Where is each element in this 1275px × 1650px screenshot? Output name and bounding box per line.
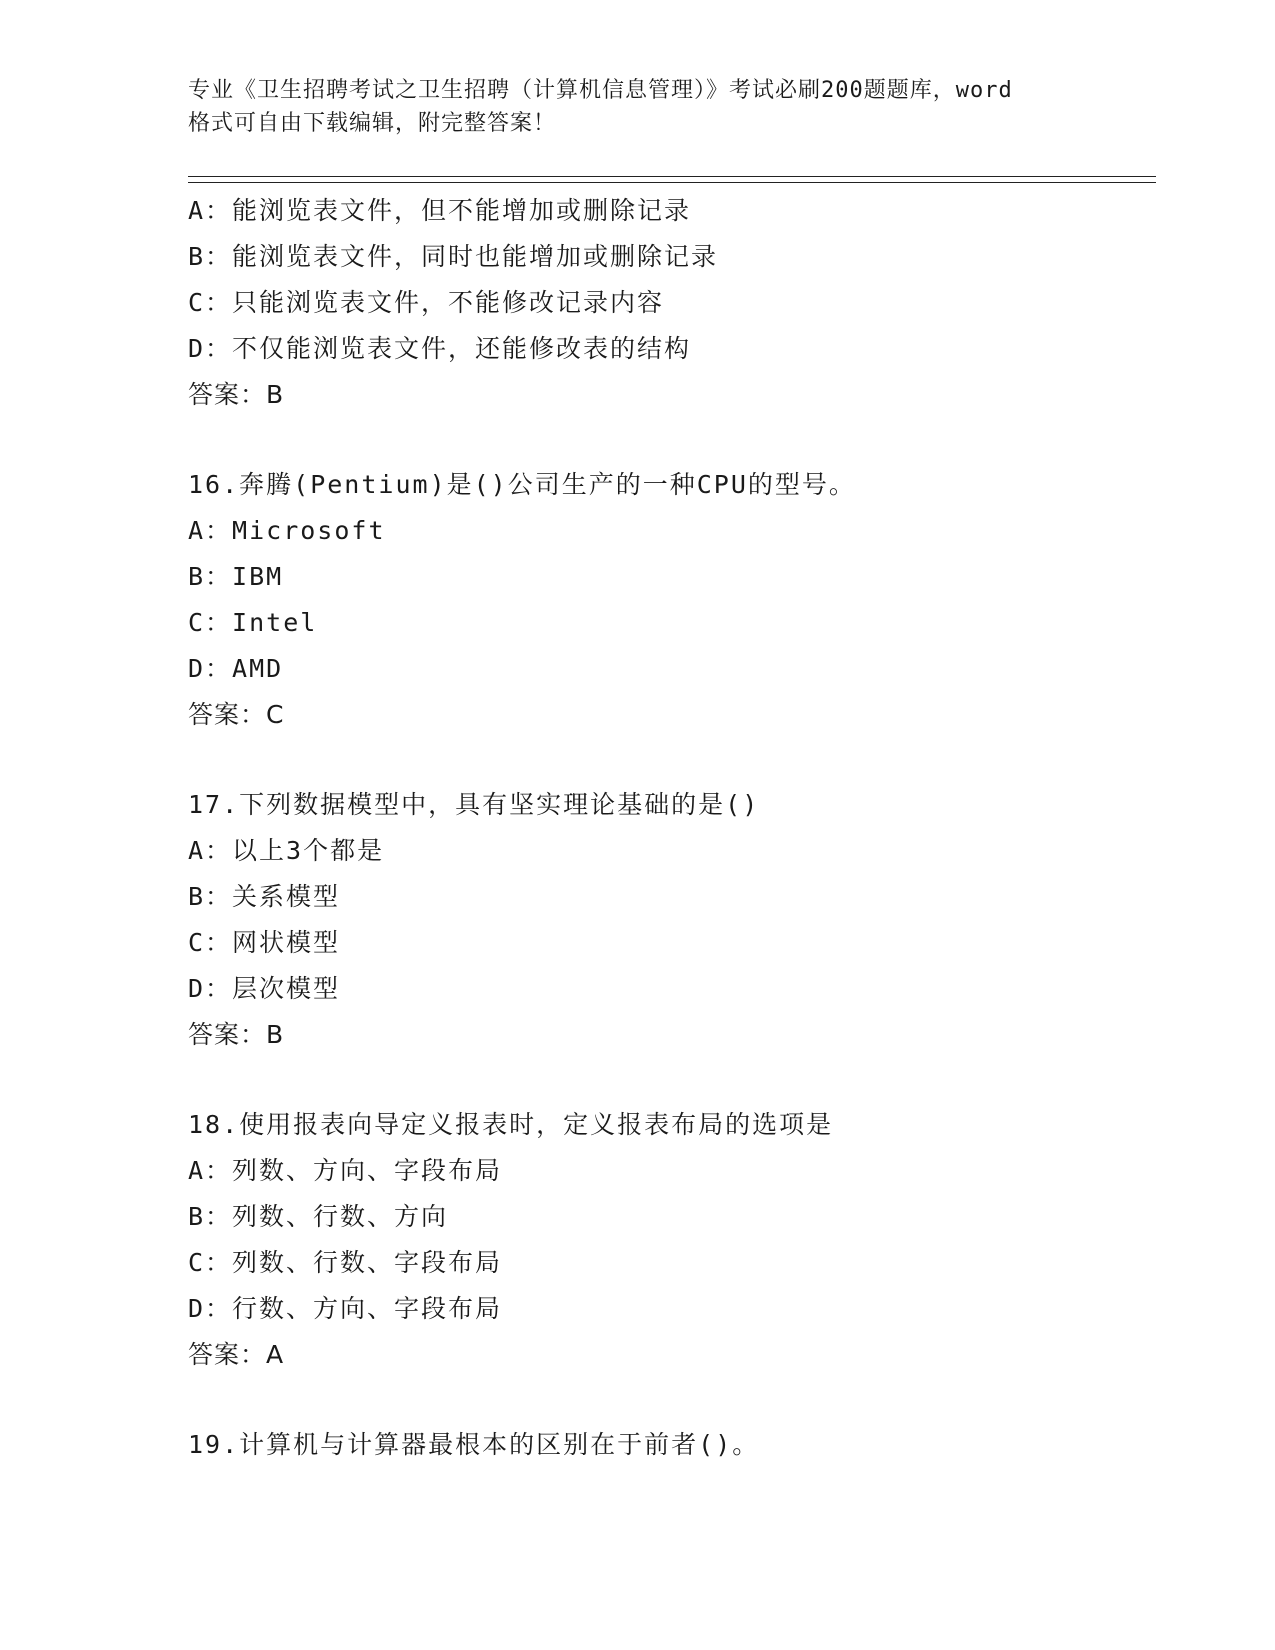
answer-line: 答案：A — [188, 1340, 285, 1369]
question-block-17 — [188, 782, 1148, 1058]
option-b: B：能浏览表文件，同时也能增加或删除记录 — [188, 242, 719, 271]
answer-line: 答案：B — [188, 380, 285, 409]
spacer — [188, 738, 1148, 782]
header-line-2: 格式可自由下载编辑，附完整答案！ — [188, 111, 557, 136]
question-stem: 19.计算机与计算器最根本的区别在于前者()。 — [188, 1430, 760, 1459]
answer-line: 答案：B — [188, 1020, 285, 1049]
option-b: B：关系模型 — [188, 882, 341, 911]
option-d: D：AMD — [188, 654, 284, 683]
option-c: C：只能浏览表文件，不能修改记录内容 — [188, 288, 665, 317]
option-b: B：IBM — [188, 562, 284, 591]
header-line-1: 专业《卫生招聘考试之卫生招聘（计算机信息管理）》考试必刷200题题库，word — [188, 78, 1013, 103]
option-b: B：列数、行数、方向 — [188, 1202, 449, 1231]
option-d: D：行数、方向、字段布局 — [188, 1294, 503, 1323]
question-block-18 — [188, 1102, 1148, 1378]
option-c: C：Intel — [188, 608, 318, 637]
question-stem: 17.下列数据模型中，具有坚实理论基础的是() — [188, 790, 760, 819]
question-block-19 — [188, 1422, 1148, 1468]
header-divider-bottom — [188, 182, 1156, 183]
question-block-16 — [188, 462, 1148, 738]
spacer — [188, 418, 1148, 462]
document-header — [188, 74, 1088, 140]
question-stem: 16.奔腾(Pentium)是()公司生产的一种CPU的型号。 — [188, 470, 856, 499]
question-stem: 18.使用报表向导定义报表时，定义报表布局的选项是 — [188, 1110, 834, 1139]
spacer — [188, 1378, 1148, 1422]
option-d: D：不仅能浏览表文件，还能修改表的结构 — [188, 334, 692, 363]
spacer — [188, 1058, 1148, 1102]
option-c: C：列数、行数、字段布局 — [188, 1248, 503, 1277]
answer-line: 答案：C — [188, 700, 285, 729]
option-a: A：以上3个都是 — [188, 836, 385, 865]
question-block-15 — [188, 188, 1148, 418]
option-d: D：层次模型 — [188, 974, 341, 1003]
option-a: A：Microsoft — [188, 516, 386, 545]
option-a: A：能浏览表文件，但不能增加或删除记录 — [188, 196, 692, 225]
option-c: C：网状模型 — [188, 928, 341, 957]
question-list — [188, 188, 1148, 1468]
header-divider-top — [188, 176, 1156, 177]
option-a: A：列数、方向、字段布局 — [188, 1156, 503, 1185]
